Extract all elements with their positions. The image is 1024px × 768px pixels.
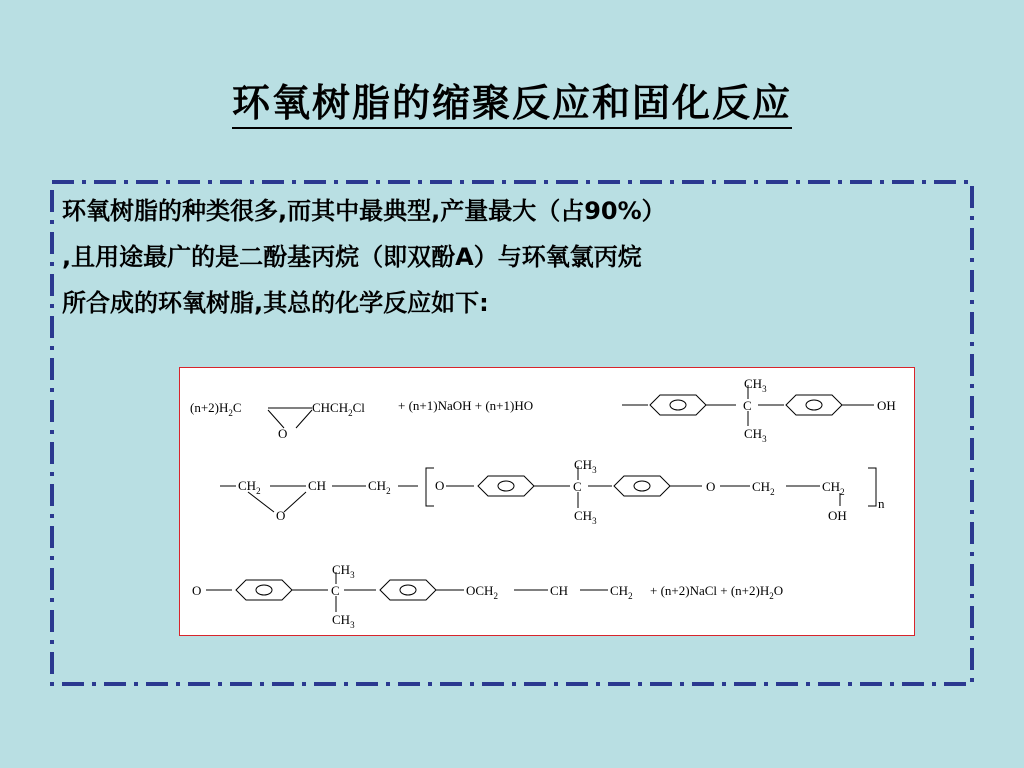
ch2-a: $CH_2$ xyxy=(238,478,261,496)
reactant-chcl-group: $CHCH_2Cl$ xyxy=(312,400,365,418)
ch2-b: $CH_2$ xyxy=(368,478,391,496)
ether-oxygen-right: O xyxy=(706,479,716,494)
reaction-figure xyxy=(179,367,915,636)
methyl-bottom-1: $CH_3$ xyxy=(744,426,767,444)
carbon-center-1: C xyxy=(743,398,752,413)
repeat-n: n xyxy=(878,496,885,511)
hydroxyl-end-1: OH xyxy=(877,398,896,413)
carbon-center-3: C xyxy=(331,583,340,598)
ether-oxygen-left: O xyxy=(435,478,445,493)
methyl-bottom-3: $CH_3$ xyxy=(332,612,355,630)
ch-epoxide: CH xyxy=(308,478,327,493)
reactant-naoh-bisphenol: + (n+1)NaOH + (n+1)HO xyxy=(398,398,534,413)
methyl-top-3: $CH_3$ xyxy=(332,562,355,580)
hydroxyl-2: OH xyxy=(828,508,847,523)
paragraph xyxy=(62,188,962,326)
ch-group-3: CH xyxy=(550,583,569,598)
ch2-group-3: $CH_2$ xyxy=(610,583,633,601)
ch2-d: $CH_2$ xyxy=(822,479,845,497)
ether-oxygen-start: O xyxy=(192,583,202,598)
byproducts: + (n+2)NaCl + $(n+2)H_2O$ xyxy=(650,583,784,601)
paragraph-line: ,且用途最广的是二酚基丙烷（即双酚A）与环氧氯丙烷 xyxy=(62,243,642,271)
paragraph-line: 环氧树脂的种类很多,而其中最典型,产量最大（占90%） xyxy=(62,197,666,225)
slide-title: 环氧树脂的缩聚反应和固化反应 xyxy=(0,72,1024,127)
methyl-bottom-2: $CH_3$ xyxy=(574,508,597,526)
reaction-scheme xyxy=(180,368,916,637)
ch2-c: $CH_2$ xyxy=(752,479,775,497)
reactant-epichlorohydrin-coef: $(n+2)H_2C$ xyxy=(190,400,242,418)
methyl-top-2: $CH_3$ xyxy=(574,457,597,475)
carbon-center-2: C xyxy=(573,479,582,494)
och2-group: $OCH_2$ xyxy=(466,583,498,601)
epoxy-oxygen-2: O xyxy=(276,508,286,523)
paragraph-line: 所合成的环氧树脂,其总的化学反应如下: xyxy=(62,289,489,317)
methyl-top-1: $CH_3$ xyxy=(744,376,767,394)
epoxy-oxygen-1: O xyxy=(278,426,288,441)
